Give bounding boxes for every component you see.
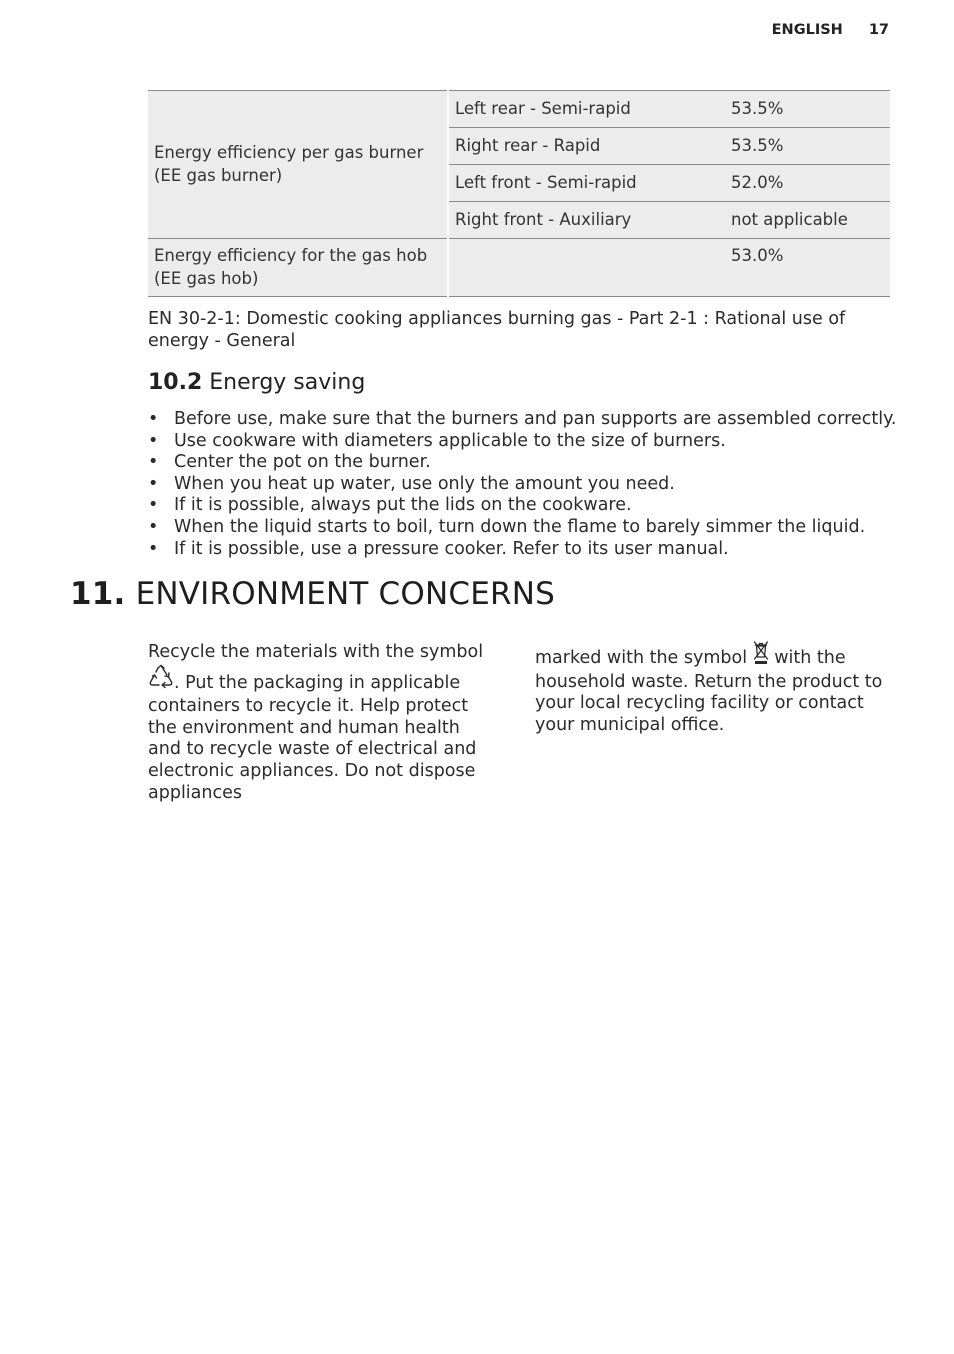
burner-name-cell: Right front - Auxiliary [448, 202, 725, 239]
recycle-icon [148, 664, 174, 697]
energy-efficiency-table [148, 90, 890, 297]
energy-saving-tips [148, 409, 908, 560]
per-burner-label-line1: Energy efficiency per gas burner [154, 143, 424, 162]
left-text-after-symbol: . Put the packaging in applicable containers to recycle it. Help protect the environment and human health and to recycle waste of electrical and electronic appliances. Do not dispose appliances [148, 672, 477, 803]
table-row [148, 91, 890, 128]
hob-empty-cell [448, 239, 725, 297]
burner-name-cell: Right rear - Rapid [448, 128, 725, 165]
per-burner-label-line2: (EE gas burner) [154, 166, 283, 185]
list-item: • Before use, make sure that the burners and pan supports are assembled correctly. [148, 409, 908, 431]
chapter-number: 11. [70, 576, 126, 612]
list-item: • Use cookware with diameters applicable to the size of burners. [148, 431, 908, 453]
left-text-before-symbol: Recycle the materials with the symbol [148, 642, 484, 662]
table-row-hob-total [148, 239, 890, 297]
list-item: • When you heat up water, use only the amount you need. [148, 474, 908, 496]
environment-text-left [148, 642, 498, 804]
chapter-title: ENVIRONMENT CONCERNS [135, 576, 556, 612]
energy-saving-heading [148, 370, 365, 395]
list-item: • When the liquid starts to boil, turn down the flame to barely simmer the liquid. [148, 517, 908, 539]
burner-name-cell: Left rear - Semi-rapid [448, 91, 725, 128]
section-number: 10.2 [148, 370, 203, 395]
crossed-bin-icon [753, 641, 769, 672]
header-language: ENGLISH [771, 22, 843, 38]
page-header [772, 22, 889, 38]
burner-value-cell: 53.5% [725, 91, 890, 128]
environment-heading [70, 576, 555, 612]
standard-note: EN 30-2-1: Domestic cooking appliances burning gas - Part 2-1 : Rational use of energy - General [148, 309, 846, 351]
environment-text-right [535, 641, 885, 736]
burner-value-cell: 52.0% [725, 165, 890, 202]
list-item: • If it is possible, always put the lids on the cookware. [148, 495, 908, 517]
hob-label-cell [148, 239, 448, 297]
burner-value-cell: 53.5% [725, 128, 890, 165]
burner-value-cell: not applicable [725, 202, 890, 239]
per-burner-label-cell [148, 91, 448, 239]
hob-value-cell: 53.0% [725, 239, 890, 297]
section-title: Energy saving [209, 370, 366, 395]
burner-name-cell: Left front - Semi-rapid [448, 165, 725, 202]
list-item: • Center the pot on the burner. [148, 452, 908, 474]
hob-label-line1: Energy efficiency for the gas hob [154, 246, 428, 265]
hob-label-line2: (EE gas hob) [154, 269, 259, 288]
right-text-after-symbol: with the household waste. Return the product to your local recycling facility or contact your municipal office. [535, 648, 883, 735]
list-item: • If it is possible, use a pressure cooker. Refer to its user manual. [148, 539, 908, 561]
right-text-before-symbol: marked with the symbol [535, 648, 748, 668]
header-page-number: 17 [868, 22, 889, 38]
